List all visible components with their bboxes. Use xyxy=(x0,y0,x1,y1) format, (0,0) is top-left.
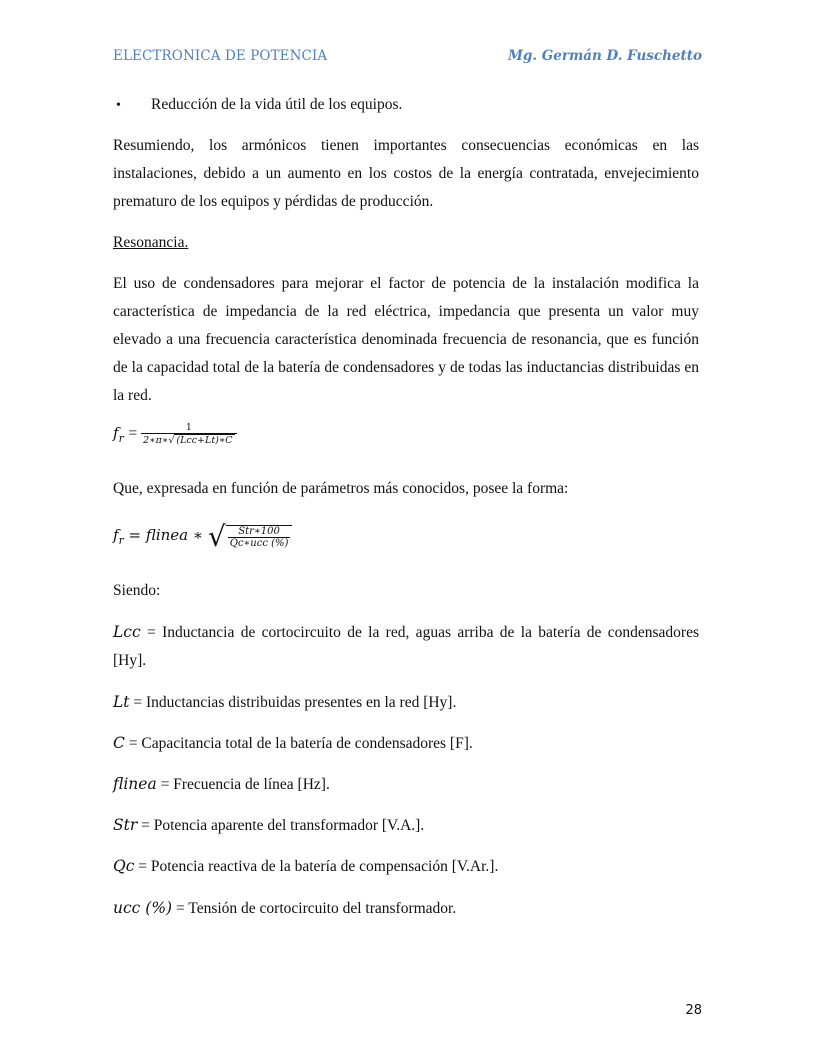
formula1-lhs: f xyxy=(113,423,119,442)
formula2-middle: = flinea ∗ xyxy=(123,526,208,545)
definition-ucc xyxy=(113,899,699,918)
definition-c xyxy=(113,734,699,753)
formula2-denominator: Qc∗ucc (%) xyxy=(229,537,289,549)
section-title: Resonancia. xyxy=(113,234,189,251)
definition-text: = Inductancia de cortocircuito de la red, aguas arriba de la batería de condensadores [Hy]. xyxy=(113,624,699,669)
definition-str xyxy=(113,816,699,835)
formula1-sqrt-content: (Lcc+Lt)∗C xyxy=(176,435,233,446)
header-title: ELECTRONICA DE POTENCIA xyxy=(113,48,328,64)
bullet-icon: • xyxy=(116,98,121,113)
formula2-lhs-sub: r xyxy=(118,533,124,547)
formula1-equals: = xyxy=(128,425,138,442)
definition-text: = Potencia aparente del transformador [V.A.]. xyxy=(137,817,425,834)
paragraph-que: Que, expresada en función de parámetros más conocidos, posee la forma: xyxy=(113,480,569,497)
definition-symbol: Str xyxy=(113,816,138,834)
definition-text: = Capacitancia total de la batería de condensadores [F]. xyxy=(124,735,473,752)
formula1-fraction xyxy=(141,422,236,446)
definition-symbol: Lt xyxy=(113,693,130,711)
header-author: Mg. Germán D. Fuschetto xyxy=(507,48,702,64)
formula1-den-prefix: 2∗π∗ xyxy=(143,435,169,446)
sqrt-icon: √ xyxy=(168,435,175,446)
definition-text: = Tensión de cortocircuito del transformador. xyxy=(172,900,457,917)
page-number: 28 xyxy=(685,1003,702,1018)
bullet-text: Reducción de la vida útil de los equipos. xyxy=(151,96,403,113)
formula-resonance-expanded xyxy=(113,520,699,564)
formula1-lhs-sub: r xyxy=(118,431,124,445)
formula1-numerator: 1 xyxy=(141,422,236,434)
definition-text: = Inductancias distribuidas presentes en la red [Hy]. xyxy=(129,694,457,711)
formula2-lhs: f xyxy=(113,526,119,545)
definition-symbol: C xyxy=(113,734,125,752)
definition-text: = Potencia reactiva de la batería de compensación [V.Ar.]. xyxy=(134,858,499,875)
formula2-numerator: Str∗100 xyxy=(228,526,291,538)
definition-symbol: Lcc xyxy=(113,623,141,641)
siendo-label: Siendo: xyxy=(113,582,161,599)
definition-symbol: ucc (%) xyxy=(113,899,173,917)
formula-resonance xyxy=(113,422,699,458)
sqrt-icon: √ xyxy=(207,520,226,553)
definition-lt xyxy=(113,693,699,712)
definition-lcc xyxy=(113,618,699,675)
definition-qc xyxy=(113,857,699,876)
paragraph-resonance: El uso de condensadores para mejorar el factor de potencia de la instalación modifica la característica de impedancia de la red eléctrica, impedancia que presenta un valor muy elevado a una frecuencia característica denominada frecuencia de resonancia, que es función de la capacidad total de la batería de condensadores y de todas las inductancias distribuidas en la red. xyxy=(113,275,699,404)
definition-text: = Frecuencia de línea [Hz]. xyxy=(156,776,330,793)
definition-symbol: flinea xyxy=(113,775,157,793)
definition-symbol: Qc xyxy=(113,857,135,875)
formula2-fraction xyxy=(226,525,293,549)
definition-flinea xyxy=(113,775,699,794)
paragraph-summary: Resumiendo, los armónicos tienen importantes consecuencias económicas en las instalaciones, debido a un aumento en los costos de la energía contratada, envejecimiento prematuro de los equipos y pérdidas de producción. xyxy=(113,137,699,210)
